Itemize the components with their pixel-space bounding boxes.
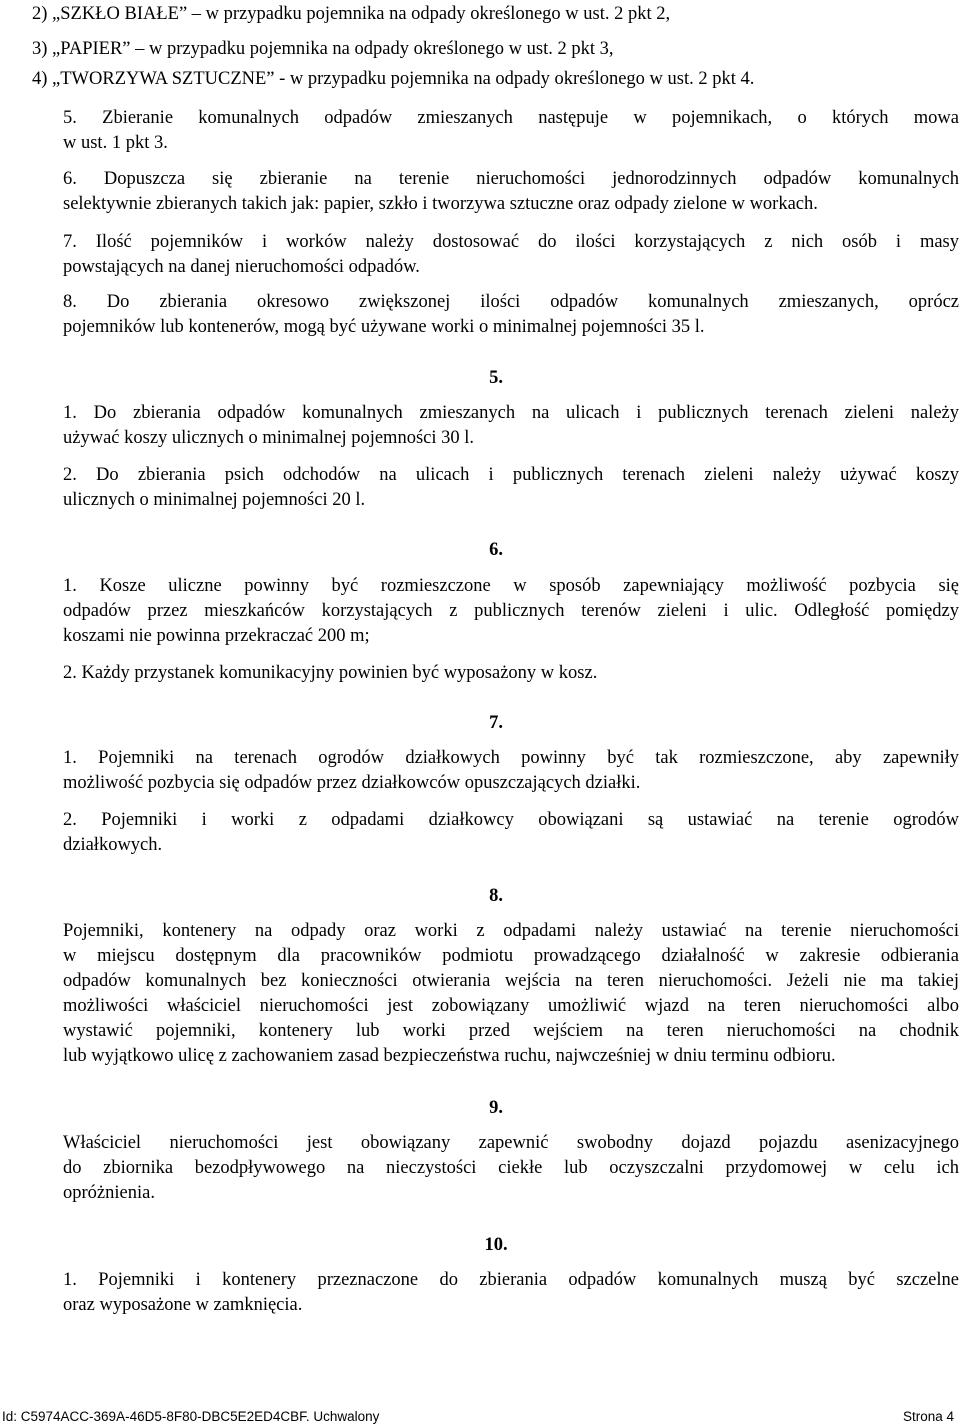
section-heading-5: 5.	[489, 368, 503, 388]
section-8-paragraph: Pojemniki, kontenery na odpady oraz worki z odpadami należy ustawiać na terenie nieruchomości w miejscu dostępnym dla pracowników podmiotu prowadzącego działalność w zakresie odbierania odpadów komunalnych bez konieczności otwierania wejścia na teren nieruchomości. Jeżeli nie ma takiej możliwości właściciel nieruchomości jest zobowiązany umożliwić wjazd na teren nieruchomości albo wystawić pojemniki, kontenery lub worki przed wejściem na teren nieruchomości na chodnik lub wyjątkowo ulicę z zachowaniem zasad bezpieczeństwa ruchu, najwcześniej w dniu terminu odbioru.	[63, 921, 959, 1066]
page-footer	[0, 1406, 960, 1428]
section-6-paragraph-1: 1. Kosze uliczne powinny być rozmieszczone w sposób zapewniający możliwość pozbycia się odpadów przez mieszkańców korzystających z publicznych terenów zieleni i ulic. Odległość pomiędzy koszami nie powinna przekraczać 200 m;	[63, 576, 959, 646]
section-heading-6: 6.	[489, 540, 503, 560]
section-9-paragraph: Właściciel nieruchomości jest obowiązany zapewnić swobodny dojazd pojazdu asenizacyjnego do zbiornika bezodpływowego na nieczystości ciekłe lub oczyszczalni przydomowej w celu ich opróżnienia.	[63, 1133, 959, 1203]
paragraph-6: 6. Dopuszcza się zbieranie na terenie nieruchomości jednorodzinnych odpadów komunalnych selektywnie zbieranych takich jak: papier, szkło i tworzywa sztuczne oraz odpady zielone w workach.	[63, 169, 959, 214]
list-item-szklo: 2) „SZKŁO BIAŁE” – w przypadku pojemnika na odpady określonego w ust. 2 pkt 2,	[32, 4, 671, 24]
section-10-paragraph-1: 1. Pojemniki i kontenery przeznaczone do zbierania odpadów komunalnych muszą być szczelne oraz wyposażone w zamknięcia.	[63, 1270, 959, 1315]
paragraph-5: 5. Zbieranie komunalnych odpadów zmieszanych następuje w pojemnikach, o których mowa w ust. 1 pkt 3.	[63, 108, 959, 153]
paragraph-7: 7. Ilość pojemników i worków należy dostosować do ilości korzystających z nich osób i masy powstających na danej nieruchomości odpadów.	[63, 232, 959, 277]
section-7-paragraph-1: 1. Pojemniki na terenach ogrodów działkowych powinny być tak rozmieszczone, aby zapewniły możliwość pozbycia się odpadów przez działkowców opuszczających działki.	[63, 748, 959, 793]
section-7-paragraph-2: 2. Pojemniki i worki z odpadami działkowcy obowiązani są ustawiać na terenie ogrodów działkowych.	[63, 810, 959, 855]
section-5-paragraph-1: 1. Do zbierania odpadów komunalnych zmieszanych na ulicach i publicznych terenach zieleni należy używać koszy ulicznych o minimalnej pojemności 30 l.	[63, 403, 959, 448]
list-item-papier: 3) „PAPIER” – w przypadku pojemnika na odpady określonego w ust. 2 pkt 3,	[32, 39, 614, 59]
section-heading-9: 9.	[489, 1098, 503, 1118]
section-6-paragraph-2: 2. Każdy przystanek komunikacyjny powinien być wyposażony w kosz.	[63, 663, 598, 683]
section-heading-10: 10.	[484, 1235, 508, 1255]
section-heading-7: 7.	[489, 713, 503, 733]
list-item-tworzywa: 4) „TWORZYWA SZTUCZNE” - w przypadku pojemnika na odpady określonego w ust. 2 pkt 4.	[32, 69, 755, 89]
paragraph-8: 8. Do zbierania okresowo zwiększonej ilości odpadów komunalnych zmieszanych, oprócz pojemników lub kontenerów, mogą być używane worki o minimalnej pojemności 35 l.	[63, 292, 959, 337]
section-5-paragraph-2: 2. Do zbierania psich odchodów na ulicach i publicznych terenach zieleni należy używać koszy ulicznych o minimalnej pojemności 20 l.	[63, 465, 959, 510]
section-heading-8: 8.	[489, 886, 503, 906]
document-id: Id: C5974ACC-369A-46D5-8F80-DBC5E2ED4CBF. Uchwalony	[2, 1409, 380, 1424]
page-number: Strona 4	[902, 1409, 954, 1424]
